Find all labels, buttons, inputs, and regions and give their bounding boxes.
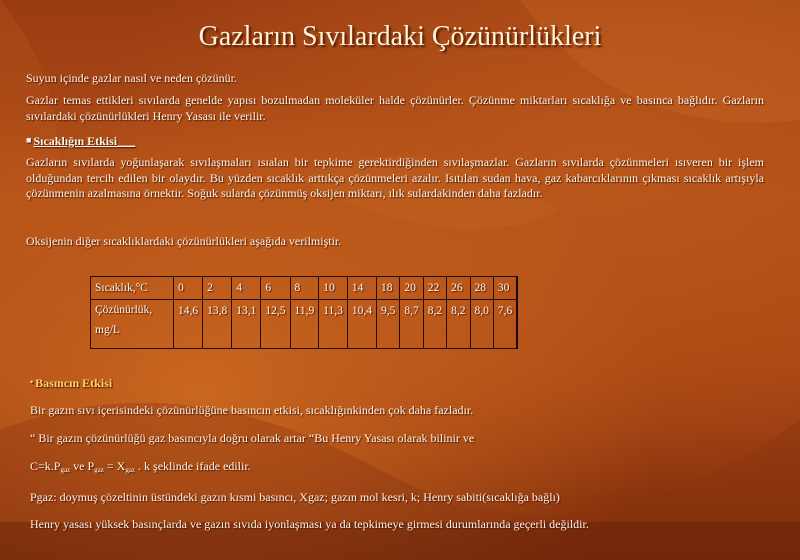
solubility-cell: 12,5: [261, 300, 290, 349]
solubility-cell: 13,8: [203, 300, 232, 349]
temperature-row-label: Sıcaklık,°C: [91, 277, 174, 300]
temperature-cell: 8: [290, 277, 319, 300]
solubility-row: [91, 300, 518, 349]
pressure-limitations: Henry yasası yüksek basınçlarda ve gazın sıvıda iyonlaşması ya da tepkimeye girmesi durumlarında geçerli değildir.: [30, 517, 589, 531]
square-bullet-icon: ■: [26, 135, 32, 145]
solubility-cell: 8,2: [423, 300, 446, 349]
solubility-cell: 13,1: [232, 300, 261, 349]
formula-part: C=k.P: [30, 459, 61, 473]
temperature-cell: 26: [447, 277, 470, 300]
temperature-cell: 2: [203, 277, 232, 300]
solubility-label-line1: Çözünürlük,: [95, 304, 153, 316]
solubility-cell: 14,6: [174, 300, 203, 349]
solubility-cell: 8,0: [470, 300, 493, 349]
solubility-cell: 8,2: [447, 300, 470, 349]
solubility-cell: 8,7: [400, 300, 423, 349]
pressure-heading-text: Basıncın Etkisi: [35, 376, 113, 390]
temperature-heading-text: Sıcaklığın Etkisi___: [33, 134, 136, 148]
pressure-definitions: Pgaz: doymuş çözeltinin üstündeki gazın kısmi basıncı, Xgaz; gazın mol kesri, k; Henry sabiti(sıcaklığa bağlı): [30, 490, 560, 504]
temperature-cell: 14: [347, 277, 376, 300]
bullet-icon: •: [30, 377, 34, 387]
temperature-row: [91, 277, 518, 300]
temperature-paragraph: Gazların sıvılarda yoğunlaşarak sıvılaşmaları ısıalan bir tepkime gerektirdiğinden sıvılaşmazlar. Gazların sıvılarda çözünmeleri ısıveren bir işlem olduğundan tercih edilen bir olaydır. Bu yüzden sıcaklık arttıkça çözünmeleri azalır. Isıtılan sudan hava, gaz kabarcıklarının çıkması sıcaklık artışıyla çözünmenin azalmasına örnektir. Soğuk sularda çözünmüş oksijen miktarı, ılık sulardakinden daha fazladır.: [26, 155, 764, 200]
slide-title: Gazların Sıvılardaki Çözünürlükleri: [198, 21, 602, 52]
pressure-line-2: “ Bir gazın çözünürlüğü gaz basıncıyla doğru olarak artar “Bu Henry Yasası olarak bilinir ve: [30, 431, 475, 445]
temperature-cell: 4: [232, 277, 261, 300]
temperature-cell: 0: [174, 277, 203, 300]
solubility-cell: 11,9: [290, 300, 319, 349]
solubility-cell: 11,3: [319, 300, 348, 349]
temperature-cell: 20: [400, 277, 423, 300]
temperature-cell: 18: [377, 277, 400, 300]
henry-formula: [30, 458, 770, 478]
formula-subscript: gaz: [94, 466, 104, 474]
formula-subscript: gaz: [60, 466, 71, 474]
intro-paragraph: Gazlar temas ettikleri sıvılarda genelde yapısı bozulmadan moleküler halde çözünürler. Çözünme miktarları sıcaklığa ve basınca bağlıdır. Gazların sıvılardaki çözünürlükleri Henry Yasası ile verilir.: [26, 93, 764, 123]
temperature-cell: 10: [319, 277, 348, 300]
formula-subscript: gaz: [125, 466, 136, 474]
solubility-cell: 9,5: [377, 300, 400, 349]
temperature-cell: 6: [261, 277, 290, 300]
solubility-cell: 10,4: [347, 300, 376, 349]
oxygen-solubility-table: [90, 276, 518, 349]
table-intro: Oksijenin diğer sıcaklıklardaki çözünürlükleri aşağıda verilmiştir.: [26, 234, 342, 248]
formula-part: ve P: [70, 459, 95, 473]
temperature-cell: 30: [493, 277, 517, 300]
pressure-heading: [30, 374, 770, 391]
solubility-label-line2: mg/L: [95, 324, 120, 336]
temperature-heading: [26, 133, 764, 150]
temperature-cell: 22: [423, 277, 446, 300]
formula-part: = X: [103, 459, 126, 473]
solubility-cell: 7,6: [493, 300, 517, 349]
pressure-line-1: Bir gazın sıvı içerisindeki çözünürlüğüne basıncın etkisi, sıcaklığınkinden çok daha fazladır.: [30, 403, 474, 417]
temperature-cell: 28: [470, 277, 493, 300]
solubility-row-label: [91, 300, 174, 349]
intro-question: Suyun içinde gazlar nasıl ve neden çözünür.: [26, 71, 237, 85]
formula-part: . k şeklinde ifade edilir.: [135, 459, 251, 473]
